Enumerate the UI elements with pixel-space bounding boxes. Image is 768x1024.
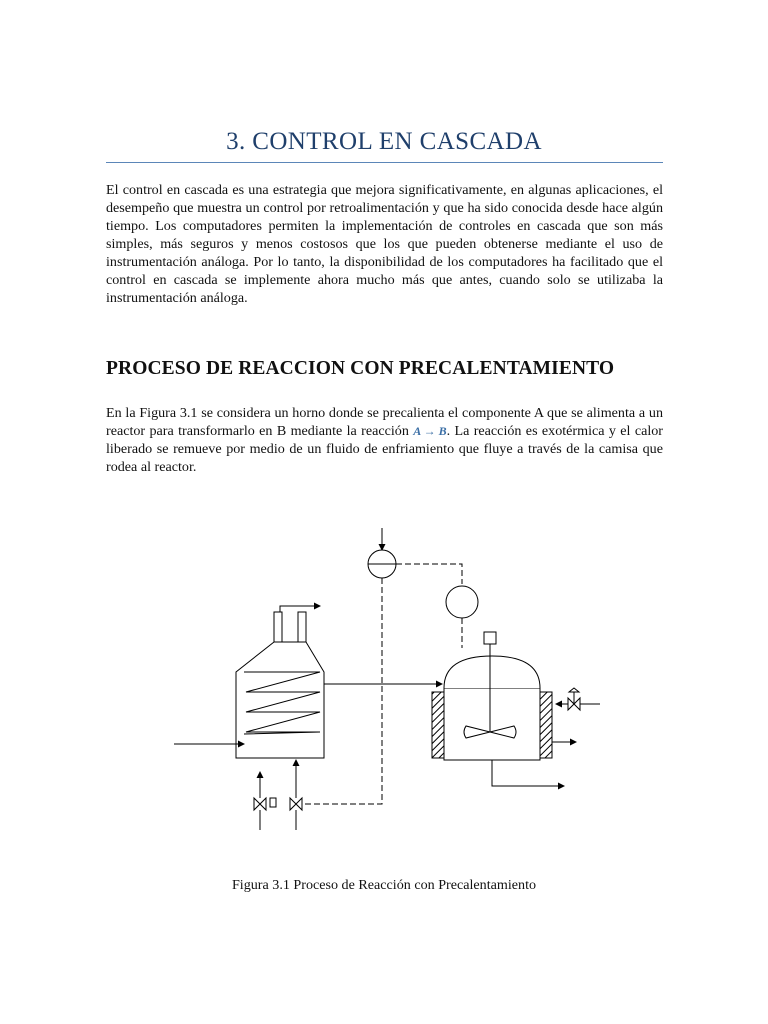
reaction-equation: A → B bbox=[413, 424, 447, 438]
fuel-lines bbox=[260, 760, 296, 830]
process-diagram bbox=[160, 520, 600, 840]
figure-caption: Figura 3.1 Proceso de Reacción con Precalentamiento bbox=[231, 877, 537, 893]
process-paragraph bbox=[106, 404, 663, 476]
controller-link-line bbox=[396, 564, 462, 584]
furnace-exhaust-line bbox=[280, 606, 320, 612]
coolant-valve-icon bbox=[568, 688, 580, 710]
reactor-jacket-right bbox=[540, 692, 552, 758]
control-signal-line bbox=[302, 578, 382, 804]
intro-paragraph: El control en cascada es una estrategia que mejora significativamente, en algunas aplicaciones, el desempeño que muestra un control por retroalimentación y que ha sido conocida desde hace algún tiempo. Los computadores permiten la implementación de controles en cascada que son más simples, más seguros y menos costosos que los que pueden obtenerse mediante el uso de instrumentación análoga. Por lo tanto, la disponibilidad de los computadores ha facilitado que el control en cascada se implemente ahora mucho más que antes, cuando solo se utilizaba la instrumentación análoga. bbox=[106, 182, 663, 306]
paragraph-text-before-reaction: En la Figura 3.1 se considera un horno donde se precalienta el componente A que se alimenta a un reactor para transformarlo en B mediante la reacción bbox=[106, 405, 663, 439]
product-outlet-line bbox=[492, 760, 564, 786]
reactor bbox=[432, 656, 552, 760]
furnace bbox=[236, 612, 324, 758]
controller-1-icon bbox=[368, 550, 396, 578]
paragraph-text-after-reaction: . La reacción es exotérmica y el calor liberado se remueve por medio de un fluido de enfriamiento que fluye a través de la camisa que rodea al reactor. bbox=[106, 423, 663, 475]
heating-coil bbox=[244, 672, 320, 734]
agitator-motor-icon bbox=[484, 632, 496, 644]
title-underline bbox=[106, 162, 663, 163]
fuel-valve-1 bbox=[254, 798, 266, 810]
section-heading: PROCESO DE REACCION CON PRECALENTAMIENTO bbox=[106, 358, 615, 379]
controller-2-icon bbox=[446, 586, 478, 618]
fuel-valve-2 bbox=[290, 798, 302, 810]
reactor-jacket-left bbox=[432, 692, 444, 758]
page-title: 3. CONTROL EN CASCADA bbox=[226, 128, 542, 155]
valve-actuator-icon bbox=[270, 798, 276, 807]
